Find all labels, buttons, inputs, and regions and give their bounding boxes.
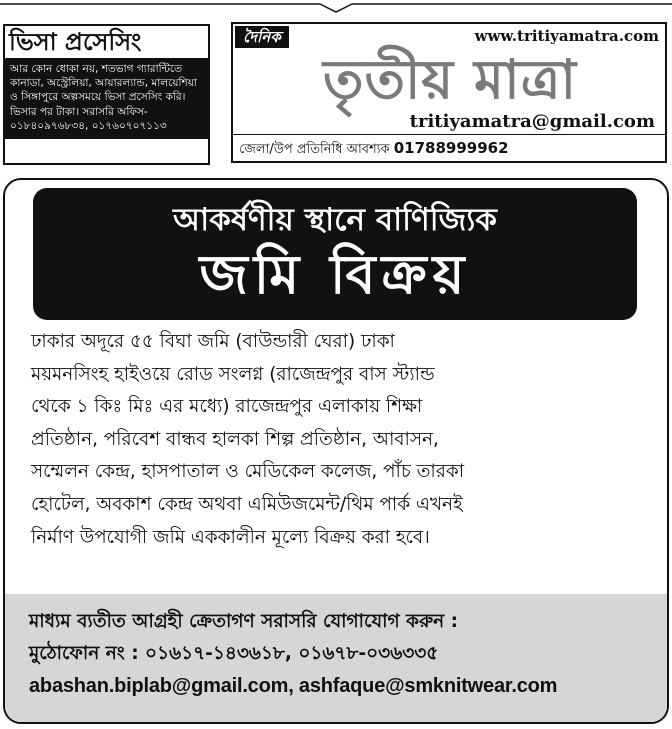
visa-ad-line: কানাডা, অস্ট্রেলিয়া, আয়ারল্যান্ড, মালয়েশিয়া [10, 77, 197, 90]
land-ad-headline [33, 188, 637, 320]
visa-ad-body [5, 58, 208, 139]
visa-ad-line: ও সিঙ্গাপুরে অল্পসময়ে ভিসা প্রসেসিং করি। [10, 91, 186, 104]
description-line: হোটেল, অবকাশ কেন্দ্র অথবা এমিউজমেন্ট/থিম পার্ক এখনই [31, 493, 463, 515]
description-line: সম্মেলন কেন্দ্র, হাসপাতাল ও মেডিকেল কলেজ, পাঁচ তারকা [31, 461, 465, 483]
newspaper-email: tritiyamatra@gmail.com [409, 111, 655, 132]
recruitment-text: জেলা/উপ প্রতিনিধি আবশ্যক [239, 142, 390, 157]
visa-ad-phones: ০১৮৪০৯৭৬৮৩৪, ০১৭৬০৭০৭১১৩ [10, 119, 167, 132]
newspaper-prefix: দৈনিক [235, 26, 289, 48]
newspaper-name: তৃতীয় মাত্রা [322, 48, 578, 111]
visa-ad-line: আর কোন ধোকা নয়, শতভাগ গ্যারান্টিতে [10, 63, 182, 75]
land-sale-ad [3, 178, 669, 724]
top-edge-decoration [0, 0, 672, 14]
description-line: ময়মনসিংহ হাইওয়ে রোড সংলগ্ন (রাজেন্দ্রপুর বাস স্ট্যান্ড [31, 363, 435, 385]
description-line: প্রতিষ্ঠান, পরিবেশ বান্ধব হালকা শিল্প প্রতিষ্ঠান, আবাসন, [31, 428, 439, 450]
contact-note: মাধ্যম ব্যতীত আগ্রহী ক্রেতাগণ সরাসরি যোগাযোগ করুন : [29, 611, 459, 632]
land-ad-contact [5, 594, 667, 722]
newspaper-recruitment-band [233, 134, 665, 161]
contact-phones: মুঠোফোন নং : ০১৬১৭-১৪৩৬১৮, ০১৬৭৮-০৩৬৩৩৫ [29, 643, 439, 664]
description-line: নির্মাণ উপযোগী জমি এককালীন মূল্যে বিক্রয় করা হবে। [31, 526, 430, 548]
newspaper-ad [231, 22, 667, 163]
headline-land-for-sale: জমি বিক্রয় [199, 243, 471, 306]
visa-ad-line: ভিসার পর টাকা। সরাসরি অফিস- [10, 105, 148, 118]
land-ad-description [31, 326, 643, 554]
contact-emails: abashan.biplab@gmail.com, ashfaque@smknitwear.com [29, 675, 558, 697]
recruitment-phone: 01788999962 [393, 139, 509, 157]
newspaper-website: www.tritiyamatra.com [474, 27, 659, 45]
visa-processing-ad [3, 24, 210, 165]
headline-commercial: আকর্ষণীয় স্থানে বাণিজ্যিক [172, 202, 497, 238]
description-line: থেকে ১ কিঃ মিঃ এর মধ্যে) রাজেন্দ্রপুর এলাকায় শিক্ষা [31, 396, 423, 418]
description-line: ঢাকার অদূরে ৫৫ বিঘা জমি (বাউন্ডারী ঘেরা) ঢাকা [31, 331, 395, 352]
visa-ad-title: ভিসা প্রসেসিং [9, 28, 142, 56]
